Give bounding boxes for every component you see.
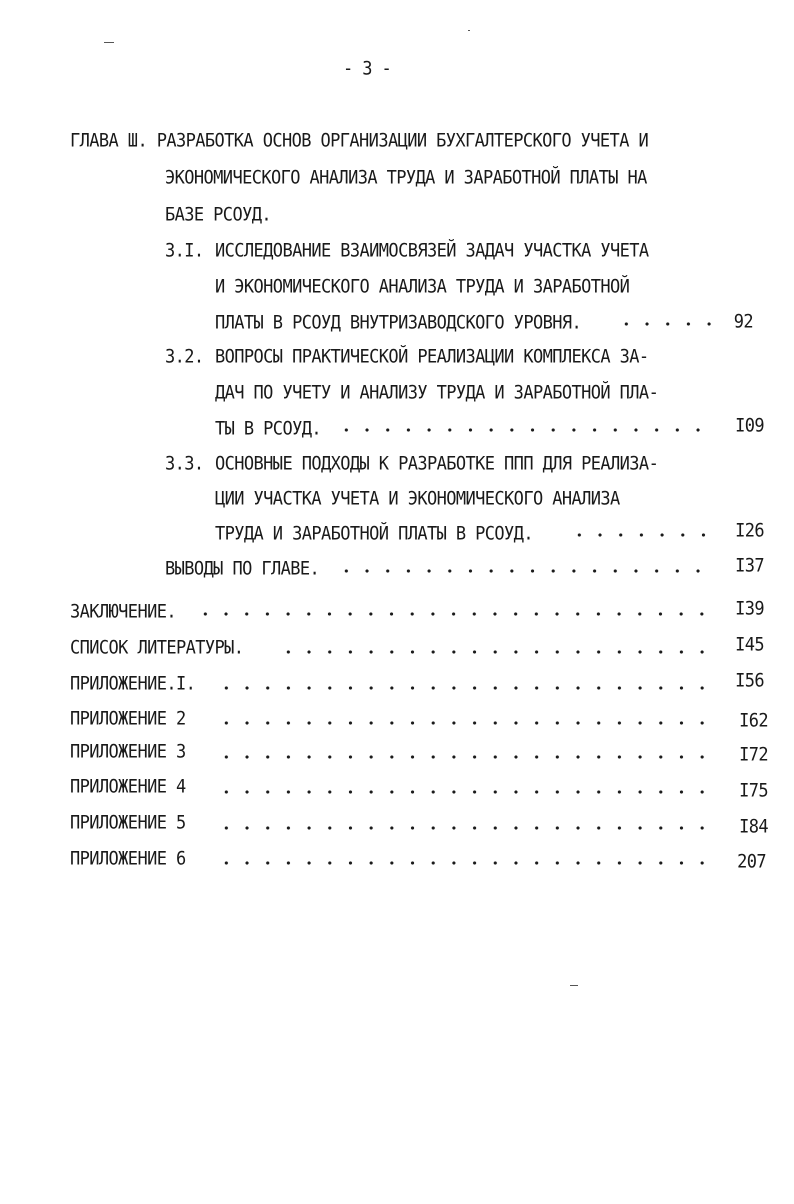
- page-ref: I72: [739, 744, 768, 766]
- page-ref: I62: [739, 710, 768, 732]
- section-title-line: ПЛАТЫ В РСОУД ВНУТРИЗАВОДСКОГО УРОВНЯ.: [215, 312, 582, 334]
- chapter-title-line: ГЛАВА Ш. РАЗРАБОТКА ОСНОВ ОРГАНИЗАЦИИ БУХГАЛТЕРСКОГО УЧЕТА И: [70, 130, 649, 152]
- scan-speck: [468, 30, 470, 31]
- chapter-title-line: БАЗЕ РСОУД.: [165, 204, 271, 226]
- section-title-line: ТРУДА И ЗАРАБОТНОЙ ПЛАТЫ В РСОУД.: [215, 523, 533, 545]
- leader-dots: [569, 533, 710, 537]
- page-ref: I75: [739, 780, 768, 802]
- back-matter-label: ПРИЛОЖЕНИЕ 5: [70, 812, 186, 834]
- scan-speck: [104, 42, 114, 43]
- section-title-line: И ЭКОНОМИЧЕСКОГО АНАЛИЗА ТРУДА И ЗАРАБОТНОЙ: [215, 276, 630, 298]
- page-ref: I56: [735, 670, 764, 692]
- section-title-line: ВОПРОСЫ ПРАКТИЧЕСКОЙ РЕАЛИЗАЦИИ КОМПЛЕКСА ЗА-: [215, 346, 649, 368]
- page-number: - 3 -: [343, 58, 392, 80]
- section-title-line: ОСНОВНЫЕ ПОДХОДЫ К РАЗРАБОТКЕ ППП ДЛЯ РЕАЛИЗА-: [215, 453, 659, 475]
- back-matter-label: ПРИЛОЖЕНИЕ 3: [70, 741, 186, 763]
- page-ref: 92: [733, 311, 753, 333]
- page-ref: I37: [735, 555, 764, 577]
- leader-dots: [216, 686, 710, 690]
- chapter-title-line: ЭКОНОМИЧЕСКОГО АНАЛИЗА ТРУДА И ЗАРАБОТНОЙ ПЛАТЫ НА: [165, 167, 647, 189]
- back-matter-label: ПРИЛОЖЕНИЕ 6: [70, 848, 186, 870]
- section-title-line: ТЫ В РСОУД.: [215, 418, 321, 440]
- back-matter-label: ПРИЛОЖЕНИЕ 2: [70, 708, 186, 730]
- page-ref: I09: [735, 415, 764, 437]
- section-title-line: ЦИИ УЧАСТКА УЧЕТА И ЭКОНОМИЧЕСКОГО АНАЛИЗА: [215, 488, 620, 510]
- leader-dots: [216, 721, 710, 725]
- page-ref: I39: [735, 598, 764, 620]
- scan-speck: [570, 985, 578, 986]
- leader-dots: [216, 790, 710, 794]
- leader-dots: [195, 612, 710, 616]
- section-number: 3.I.: [165, 240, 204, 262]
- page-ref: I45: [735, 634, 764, 656]
- leader-dots: [278, 650, 710, 654]
- leader-dots: [216, 826, 710, 830]
- section-number: 3.2.: [165, 346, 204, 368]
- leader-dots: [336, 428, 710, 432]
- leader-dots: [336, 569, 710, 573]
- section-title-line: ДАЧ ПО УЧЕТУ И АНАЛИЗУ ТРУДА И ЗАРАБОТНОЙ ПЛА-: [215, 382, 659, 404]
- leader-dots: [216, 861, 710, 865]
- section-title-line: ИССЛЕДОВАНИЕ ВЗАИМОСВЯЗЕЙ ЗАДАЧ УЧАСТКА УЧЕТА: [215, 240, 649, 262]
- page-ref: I26: [735, 520, 764, 542]
- page-ref: I84: [739, 816, 768, 838]
- page-ref: 207: [737, 851, 766, 873]
- back-matter-label: СПИСОК ЛИТЕРАТУРЫ.: [70, 637, 244, 659]
- leader-dots: [216, 755, 710, 759]
- back-matter-label: ПРИЛОЖЕНИЕ 4: [70, 776, 186, 798]
- back-matter-label: ЗАКЛЮЧЕНИЕ.: [70, 601, 176, 623]
- back-matter-label: ПРИЛОЖЕНИЕ.I.: [70, 673, 196, 695]
- conclusions-label: ВЫВОДЫ ПО ГЛАВЕ.: [165, 558, 320, 580]
- section-number: 3.3.: [165, 453, 204, 475]
